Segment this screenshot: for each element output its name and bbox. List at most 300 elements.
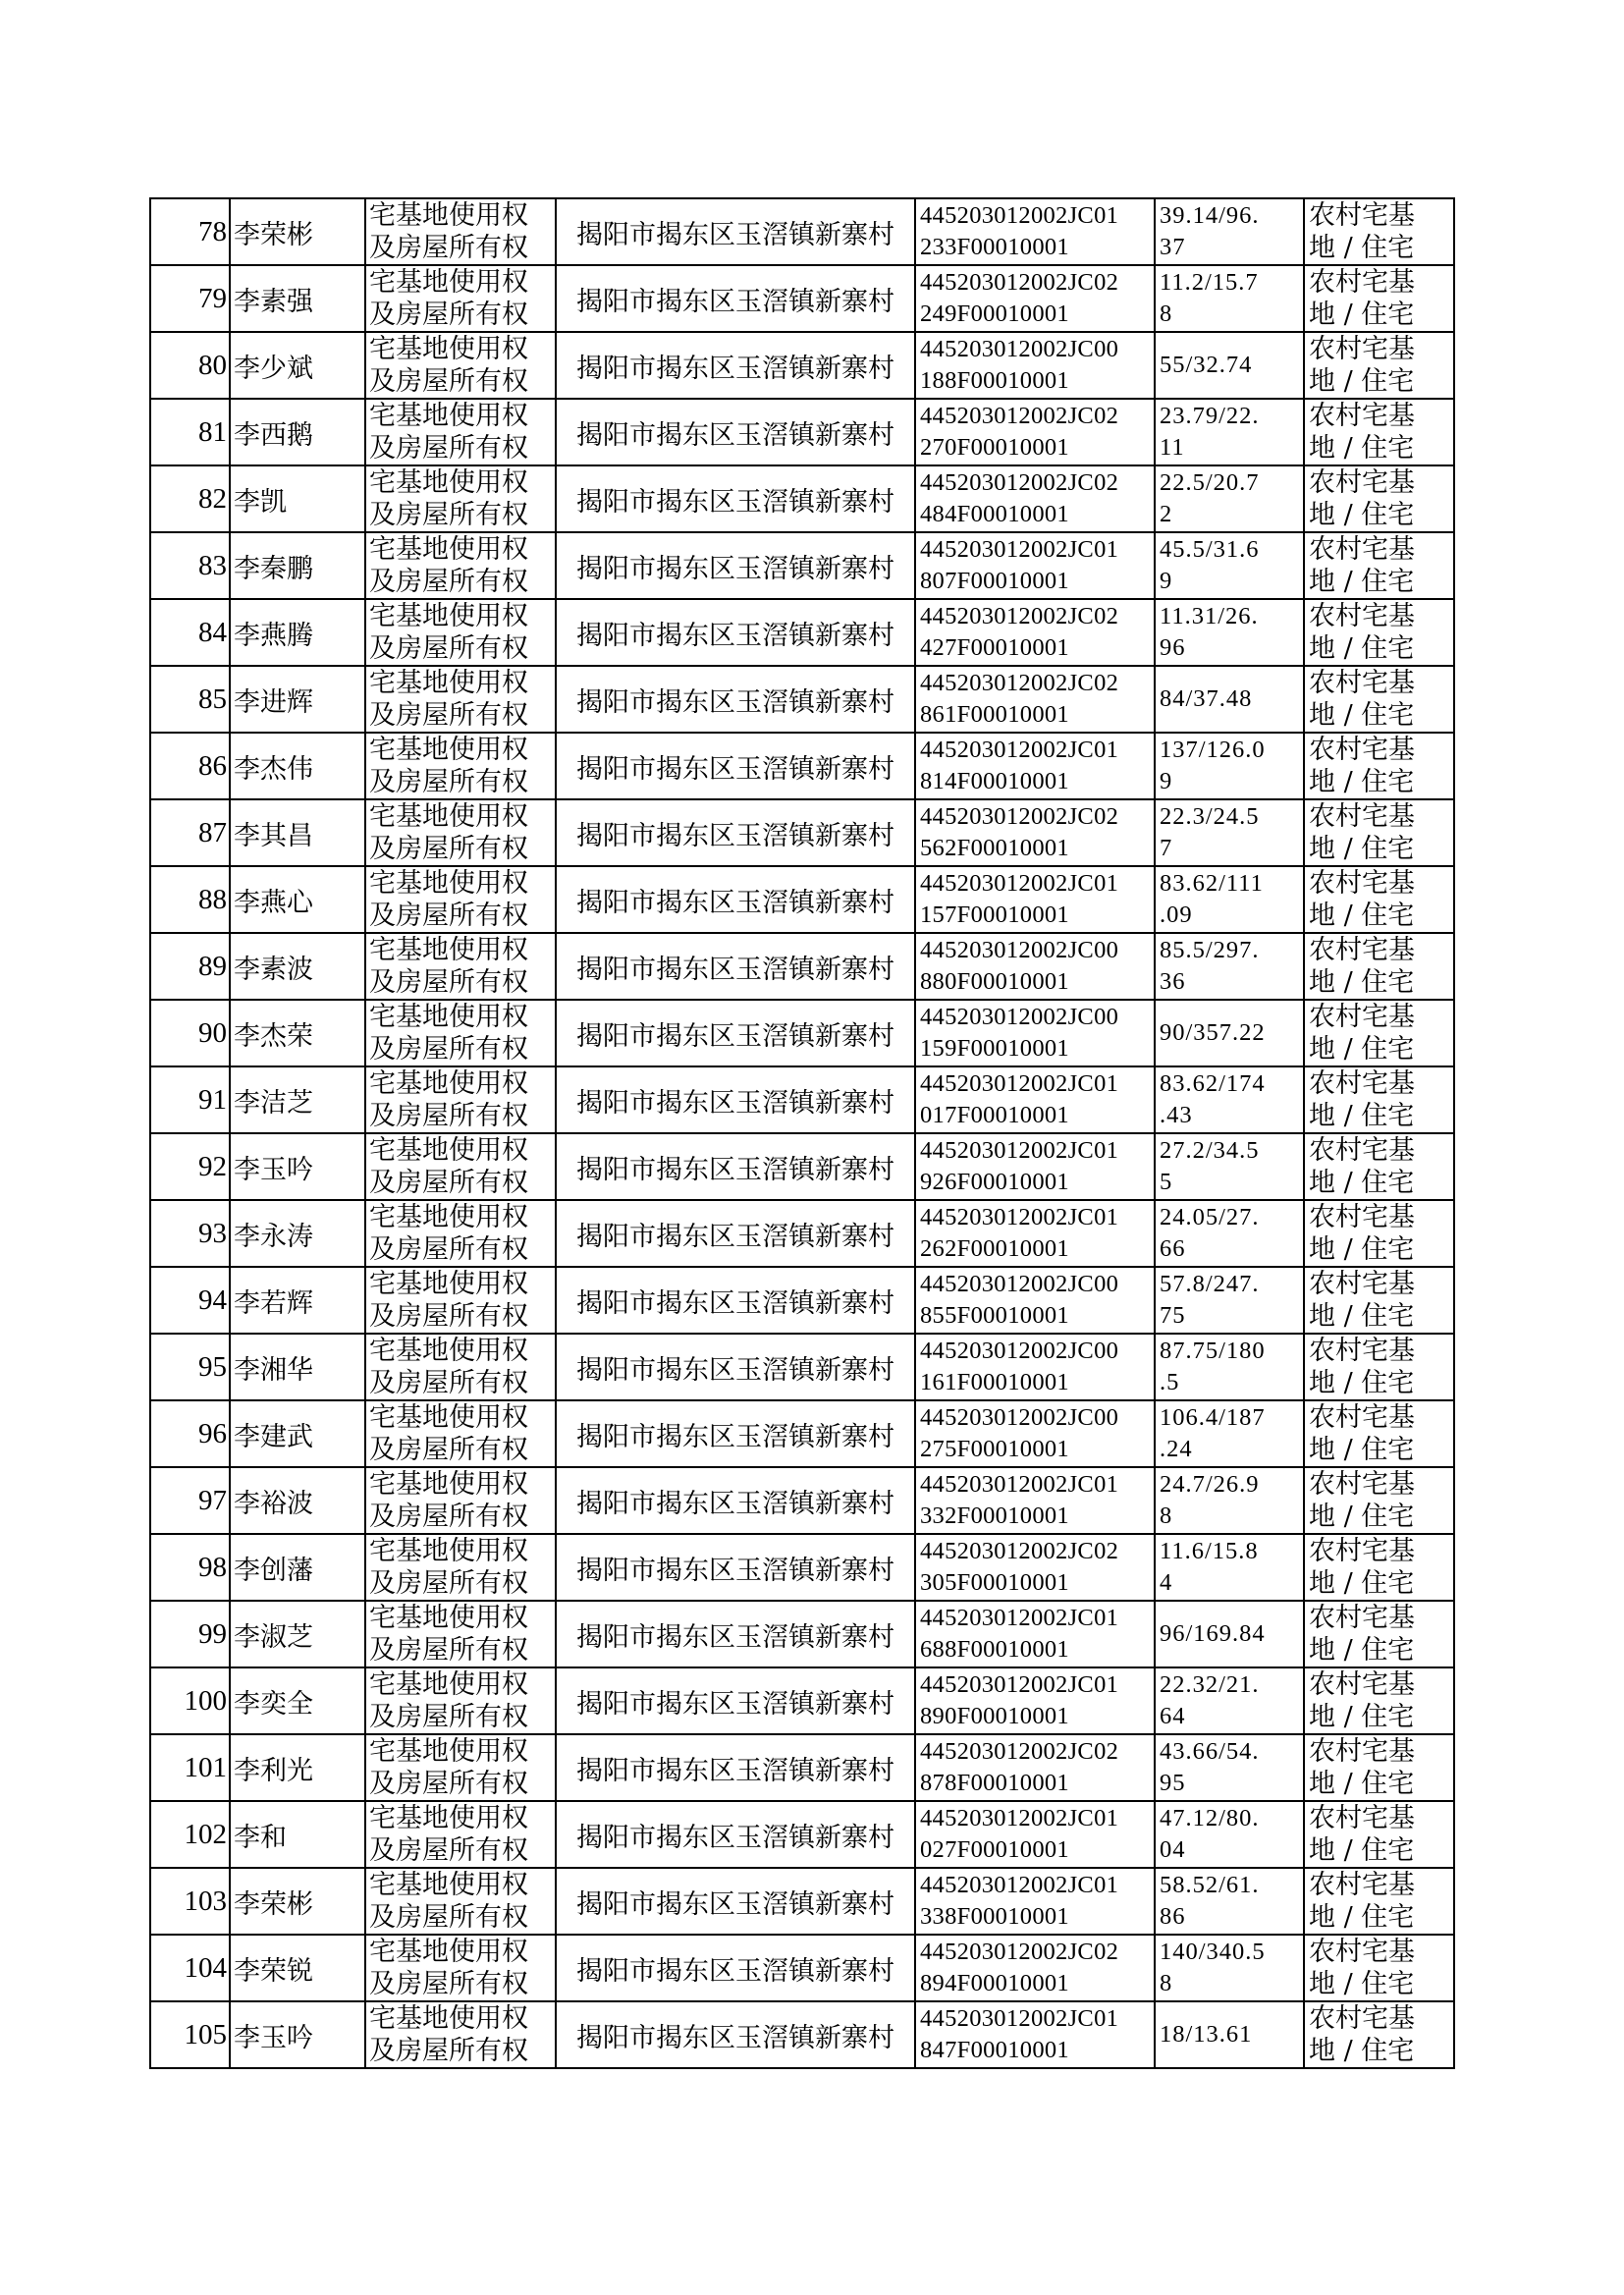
land-use-line: 地 / 住宅 — [1309, 1835, 1415, 1866]
area-value — [1155, 599, 1304, 666]
owner-name-line: 李永涛 — [234, 1221, 313, 1252]
area-value — [1155, 1400, 1304, 1467]
right-type-line: 及房屋所有权 — [369, 767, 528, 797]
right-type-line: 宅基地使用权 — [369, 1736, 528, 1767]
parcel-code-line: 445203012002JC01 — [920, 2005, 1119, 2032]
land-use — [1304, 1267, 1454, 1334]
owner-name-line: 李玉吟 — [234, 1154, 313, 1185]
property-location — [556, 332, 915, 399]
right-type-line: 宅基地使用权 — [369, 1469, 528, 1500]
right-type-line: 及房屋所有权 — [369, 366, 528, 397]
owner-name-line: 李少斌 — [234, 353, 313, 384]
owner-name-line: 李玉吟 — [234, 2022, 313, 2053]
land-use — [1304, 933, 1454, 1000]
right-type-line: 及房屋所有权 — [369, 967, 528, 998]
table-row — [150, 1935, 1454, 2001]
land-use — [1304, 1868, 1454, 1935]
right-type-line: 宅基地使用权 — [369, 334, 528, 364]
land-use-line: 农村宅基 — [1309, 1937, 1415, 1967]
land-use-line: 农村宅基 — [1309, 1135, 1415, 1166]
owner-name-line: 李奕全 — [234, 1688, 313, 1720]
parcel-code-line: 159F00010001 — [920, 1035, 1069, 1062]
property-location-line: 揭阳市揭东区玉滘镇新寨村 — [576, 1621, 894, 1653]
property-location-line: 揭阳市揭东区玉滘镇新寨村 — [576, 1555, 894, 1586]
property-location — [556, 1935, 915, 2001]
area-value — [1155, 666, 1304, 733]
row-number-line: 84 — [198, 616, 227, 648]
right-type — [365, 1801, 556, 1868]
row-number-line: 99 — [198, 1617, 227, 1650]
owner-name-line: 李裕波 — [234, 1488, 313, 1519]
area-value — [1155, 1935, 1304, 2001]
parcel-code — [915, 1534, 1155, 1601]
area-value-line: 57.8/247. — [1160, 1271, 1260, 1297]
row-number — [150, 532, 230, 599]
right-type-line: 及房屋所有权 — [369, 901, 528, 931]
table-row — [150, 1601, 1454, 1667]
land-use-line: 农村宅基 — [1309, 668, 1415, 698]
land-use-line: 地 / 住宅 — [1309, 1368, 1415, 1398]
row-number — [150, 1467, 230, 1534]
property-location — [556, 1066, 915, 1133]
area-value-line: 04 — [1160, 1836, 1186, 1863]
right-type-line: 及房屋所有权 — [369, 1101, 528, 1131]
area-value-line: .09 — [1160, 902, 1193, 928]
parcel-code — [915, 1601, 1155, 1667]
land-use-line: 农村宅基 — [1309, 2003, 1415, 2034]
parcel-code — [915, 1935, 1155, 2001]
table-row — [150, 1868, 1454, 1935]
right-type-line: 宅基地使用权 — [369, 1536, 528, 1566]
land-use-line: 农村宅基 — [1309, 1068, 1415, 1099]
land-use — [1304, 1000, 1454, 1066]
row-number-line: 80 — [198, 349, 227, 381]
right-type-line: 及房屋所有权 — [369, 834, 528, 864]
land-use-line: 农村宅基 — [1309, 1402, 1415, 1433]
land-use-line: 农村宅基 — [1309, 200, 1415, 231]
owner-name — [230, 1000, 365, 1066]
land-use — [1304, 1734, 1454, 1801]
property-location-line: 揭阳市揭东区玉滘镇新寨村 — [576, 1354, 894, 1386]
row-number — [150, 2001, 230, 2068]
land-use — [1304, 532, 1454, 599]
area-value-line: 2 — [1160, 501, 1173, 527]
land-use — [1304, 1601, 1454, 1667]
property-location — [556, 1534, 915, 1601]
area-value-line: 36 — [1160, 968, 1186, 995]
property-location-line: 揭阳市揭东区玉滘镇新寨村 — [576, 553, 894, 584]
land-use-line: 地 / 住宅 — [1309, 366, 1415, 397]
owner-name — [230, 799, 365, 866]
parcel-code-line: 332F00010001 — [920, 1503, 1069, 1529]
parcel-code — [915, 532, 1155, 599]
parcel-code-line: 445203012002JC01 — [920, 737, 1119, 763]
right-type-line: 及房屋所有权 — [369, 233, 528, 263]
owner-name — [230, 1801, 365, 1868]
owner-name — [230, 666, 365, 733]
owner-name-line: 李燕腾 — [234, 620, 313, 651]
area-value-line: 96/169.84 — [1160, 1620, 1266, 1647]
property-location-line: 揭阳市揭东区玉滘镇新寨村 — [576, 1688, 894, 1720]
property-location-line: 揭阳市揭东区玉滘镇新寨村 — [576, 286, 894, 317]
land-use-line: 地 / 住宅 — [1309, 233, 1415, 263]
right-type-line: 及房屋所有权 — [369, 433, 528, 464]
area-value — [1155, 265, 1304, 332]
land-use-line: 农村宅基 — [1309, 801, 1415, 832]
parcel-code-line: 445203012002JC01 — [920, 1605, 1119, 1631]
row-number-line: 105 — [184, 2018, 227, 2050]
row-number — [150, 1667, 230, 1734]
land-use-line: 地 / 住宅 — [1309, 1234, 1415, 1265]
area-value — [1155, 799, 1304, 866]
land-use-line: 地 / 住宅 — [1309, 1034, 1415, 1065]
owner-name-line: 李凯 — [234, 486, 287, 518]
parcel-code-line: 445203012002JC01 — [920, 1137, 1119, 1164]
land-use-line: 农村宅基 — [1309, 1002, 1415, 1032]
area-value — [1155, 933, 1304, 1000]
land-use-line: 地 / 住宅 — [1309, 1101, 1415, 1131]
row-number — [150, 265, 230, 332]
area-value — [1155, 532, 1304, 599]
right-type-line: 及房屋所有权 — [369, 1034, 528, 1065]
property-location — [556, 1734, 915, 1801]
row-number — [150, 799, 230, 866]
land-use — [1304, 1935, 1454, 2001]
table-row — [150, 332, 1454, 399]
area-value — [1155, 465, 1304, 532]
row-number — [150, 866, 230, 933]
right-type-line: 及房屋所有权 — [369, 1301, 528, 1332]
right-type-line: 宅基地使用权 — [369, 467, 528, 498]
property-location-line: 揭阳市揭东区玉滘镇新寨村 — [576, 1955, 894, 1987]
right-type — [365, 198, 556, 265]
row-number-line: 104 — [184, 1951, 227, 1984]
parcel-code-line: 445203012002JC00 — [920, 1404, 1119, 1431]
area-value-line: 9 — [1160, 568, 1173, 594]
land-use — [1304, 465, 1454, 532]
land-use-line: 地 / 住宅 — [1309, 633, 1415, 664]
area-value-line: 66 — [1160, 1235, 1186, 1262]
owner-name-line: 李荣彬 — [234, 1888, 313, 1920]
parcel-code-line: 445203012002JC02 — [920, 403, 1119, 429]
row-number — [150, 332, 230, 399]
land-use — [1304, 1534, 1454, 1601]
table-row — [150, 1534, 1454, 1601]
area-value-line: 95 — [1160, 1770, 1186, 1796]
parcel-code-line: 445203012002JC02 — [920, 1538, 1119, 1564]
table-row — [150, 1267, 1454, 1334]
area-value-line: 106.4/187 — [1160, 1404, 1266, 1431]
parcel-code — [915, 265, 1155, 332]
parcel-code-line: 017F00010001 — [920, 1102, 1069, 1128]
area-value-line: 83.62/174 — [1160, 1070, 1266, 1097]
land-use-line: 农村宅基 — [1309, 334, 1415, 364]
land-use-line: 农村宅基 — [1309, 267, 1415, 298]
land-use-line: 地 / 住宅 — [1309, 1502, 1415, 1532]
land-use-line: 地 / 住宅 — [1309, 1969, 1415, 1999]
right-type-line: 及房屋所有权 — [369, 300, 528, 330]
table-row — [150, 265, 1454, 332]
parcel-code-line: 445203012002JC02 — [920, 469, 1119, 496]
parcel-code-line: 890F00010001 — [920, 1703, 1069, 1729]
owner-name-line: 李荣锐 — [234, 1955, 313, 1987]
right-type-line: 宅基地使用权 — [369, 1068, 528, 1099]
owner-name-line: 李利光 — [234, 1755, 313, 1786]
property-location-line: 揭阳市揭东区玉滘镇新寨村 — [576, 1020, 894, 1052]
table-row — [150, 1467, 1454, 1534]
land-use-line: 地 / 住宅 — [1309, 2036, 1415, 2066]
property-location — [556, 1000, 915, 1066]
parcel-code-line: 445203012002JC02 — [920, 1738, 1119, 1765]
right-type-line: 宅基地使用权 — [369, 801, 528, 832]
owner-name-line: 李和 — [234, 1822, 287, 1853]
property-location-line: 揭阳市揭东区玉滘镇新寨村 — [576, 753, 894, 785]
right-type-line: 及房屋所有权 — [369, 1769, 528, 1799]
land-use-line: 农村宅基 — [1309, 1803, 1415, 1833]
owner-name — [230, 866, 365, 933]
area-value — [1155, 1868, 1304, 1935]
area-value-line: 39.14/96. — [1160, 202, 1260, 229]
owner-name — [230, 1133, 365, 1200]
row-number — [150, 1267, 230, 1334]
area-value-line: 11.6/15.8 — [1160, 1538, 1259, 1564]
land-use — [1304, 733, 1454, 799]
land-use-line: 农村宅基 — [1309, 1269, 1415, 1299]
right-type — [365, 599, 556, 666]
row-number-line: 94 — [198, 1284, 227, 1316]
land-use-line: 农村宅基 — [1309, 735, 1415, 765]
parcel-code-line: 847F00010001 — [920, 2037, 1069, 2063]
table-row — [150, 532, 1454, 599]
parcel-code-line: 445203012002JC01 — [920, 1070, 1119, 1097]
table-row — [150, 2001, 1454, 2068]
owner-name — [230, 1467, 365, 1534]
row-number — [150, 1801, 230, 1868]
area-value — [1155, 866, 1304, 933]
parcel-code-line: 445203012002JC01 — [920, 1471, 1119, 1498]
land-use — [1304, 599, 1454, 666]
owner-name-line: 李西鹅 — [234, 419, 313, 451]
row-number — [150, 733, 230, 799]
owner-name — [230, 1400, 365, 1467]
land-use-line: 地 / 住宅 — [1309, 901, 1415, 931]
parcel-code-line: 270F00010001 — [920, 434, 1069, 461]
parcel-code-line: 861F00010001 — [920, 701, 1069, 728]
land-use — [1304, 1467, 1454, 1534]
area-value-line: 9 — [1160, 768, 1173, 794]
area-value-line: 87.75/180 — [1160, 1338, 1266, 1364]
property-location — [556, 198, 915, 265]
table-row — [150, 1000, 1454, 1066]
parcel-code-line: 562F00010001 — [920, 835, 1069, 861]
right-type — [365, 465, 556, 532]
property-location-line: 揭阳市揭东区玉滘镇新寨村 — [576, 219, 894, 250]
row-number-line: 87 — [198, 816, 227, 848]
area-value-line: 75 — [1160, 1302, 1186, 1329]
owner-name — [230, 1534, 365, 1601]
right-type — [365, 866, 556, 933]
parcel-code — [915, 198, 1155, 265]
parcel-code-line: 427F00010001 — [920, 634, 1069, 661]
parcel-code — [915, 1467, 1155, 1534]
land-use-line: 地 / 住宅 — [1309, 1635, 1415, 1666]
property-location-line: 揭阳市揭东区玉滘镇新寨村 — [576, 1421, 894, 1452]
parcel-code — [915, 1667, 1155, 1734]
area-value — [1155, 332, 1304, 399]
area-value-line: 84/37.48 — [1160, 685, 1253, 712]
area-value-line: 8 — [1160, 1503, 1173, 1529]
parcel-code-line: 445203012002JC02 — [920, 803, 1119, 830]
right-type — [365, 1734, 556, 1801]
parcel-code — [915, 1000, 1155, 1066]
parcel-code — [915, 332, 1155, 399]
right-type — [365, 733, 556, 799]
parcel-code-line: 305F00010001 — [920, 1569, 1069, 1596]
land-use — [1304, 1334, 1454, 1400]
right-type-line: 及房屋所有权 — [369, 1702, 528, 1732]
parcel-code — [915, 933, 1155, 1000]
land-use-line: 地 / 住宅 — [1309, 1769, 1415, 1799]
table-row — [150, 1801, 1454, 1868]
land-use-line: 农村宅基 — [1309, 1469, 1415, 1500]
right-type-line: 宅基地使用权 — [369, 1135, 528, 1166]
owner-name — [230, 1066, 365, 1133]
right-type-line: 及房屋所有权 — [369, 1969, 528, 1999]
area-value-line: 11.31/26. — [1160, 603, 1259, 629]
parcel-code-line: 249F00010001 — [920, 301, 1069, 327]
area-value — [1155, 399, 1304, 465]
parcel-code-line: 445203012002JC00 — [920, 336, 1119, 362]
right-type-line: 宅基地使用权 — [369, 935, 528, 965]
owner-name-line: 李秦鹏 — [234, 553, 313, 584]
row-number-line: 103 — [184, 1885, 227, 1917]
row-number — [150, 1868, 230, 1935]
land-use-line: 地 / 住宅 — [1309, 967, 1415, 998]
right-type-line: 及房屋所有权 — [369, 633, 528, 664]
property-location-line: 揭阳市揭东区玉滘镇新寨村 — [576, 419, 894, 451]
property-location-line: 揭阳市揭东区玉滘镇新寨村 — [576, 353, 894, 384]
right-type — [365, 1935, 556, 2001]
area-value-line: 24.7/26.9 — [1160, 1471, 1260, 1498]
row-number — [150, 465, 230, 532]
land-use — [1304, 1667, 1454, 1734]
right-type-line: 宅基地使用权 — [369, 1002, 528, 1032]
right-type — [365, 1000, 556, 1066]
owner-name — [230, 399, 365, 465]
row-number — [150, 933, 230, 1000]
property-location — [556, 666, 915, 733]
property-location — [556, 1601, 915, 1667]
parcel-code — [915, 799, 1155, 866]
parcel-code — [915, 666, 1155, 733]
property-location — [556, 465, 915, 532]
area-value-line: 85.5/297. — [1160, 937, 1260, 963]
right-type-line: 及房屋所有权 — [369, 1435, 528, 1465]
right-type-line: 宅基地使用权 — [369, 1803, 528, 1833]
area-value-line: 27.2/34.5 — [1160, 1137, 1260, 1164]
owner-name-line: 李素波 — [234, 954, 313, 985]
right-type — [365, 1667, 556, 1734]
property-location — [556, 1267, 915, 1334]
property-location — [556, 599, 915, 666]
property-location-line: 揭阳市揭东区玉滘镇新寨村 — [576, 2022, 894, 2053]
parcel-code-line: 445203012002JC01 — [920, 1805, 1119, 1831]
area-value — [1155, 1467, 1304, 1534]
property-location-line: 揭阳市揭东区玉滘镇新寨村 — [576, 954, 894, 985]
right-type-line: 宅基地使用权 — [369, 1937, 528, 1967]
right-type-line: 及房屋所有权 — [369, 2036, 528, 2066]
right-type — [365, 399, 556, 465]
land-use — [1304, 1400, 1454, 1467]
owner-name-line: 李淑芝 — [234, 1621, 313, 1653]
parcel-code-line: 445203012002JC00 — [920, 937, 1119, 963]
land-use-line: 农村宅基 — [1309, 467, 1415, 498]
property-location-line: 揭阳市揭东区玉滘镇新寨村 — [576, 887, 894, 918]
table-row — [150, 799, 1454, 866]
table-row — [150, 1334, 1454, 1400]
owner-name-line: 李创藩 — [234, 1555, 313, 1586]
area-value-line: 58.52/61. — [1160, 1872, 1260, 1898]
area-value-line: 43.66/54. — [1160, 1738, 1260, 1765]
row-number-line: 91 — [198, 1083, 227, 1116]
right-type — [365, 1200, 556, 1267]
area-value-line: 47.12/80. — [1160, 1805, 1260, 1831]
land-use-line: 农村宅基 — [1309, 1870, 1415, 1900]
right-type-line: 宅基地使用权 — [369, 1870, 528, 1900]
property-location — [556, 2001, 915, 2068]
right-type — [365, 265, 556, 332]
area-value-line: 8 — [1160, 301, 1173, 327]
owner-name — [230, 599, 365, 666]
right-type-line: 宅基地使用权 — [369, 2003, 528, 2034]
area-value — [1155, 1534, 1304, 1601]
parcel-code-line: 855F00010001 — [920, 1302, 1069, 1329]
property-location-line: 揭阳市揭东区玉滘镇新寨村 — [576, 1087, 894, 1119]
right-type — [365, 1534, 556, 1601]
parcel-code-line: 445203012002JC00 — [920, 1338, 1119, 1364]
owner-name — [230, 1334, 365, 1400]
parcel-code-line: 445203012002JC02 — [920, 269, 1119, 296]
right-type-line: 宅基地使用权 — [369, 1269, 528, 1299]
right-type — [365, 1868, 556, 1935]
land-use — [1304, 1133, 1454, 1200]
right-type-line: 及房屋所有权 — [369, 1168, 528, 1198]
right-type-line: 宅基地使用权 — [369, 1603, 528, 1633]
right-type — [365, 1334, 556, 1400]
right-type-line: 及房屋所有权 — [369, 1902, 528, 1933]
area-value — [1155, 1601, 1304, 1667]
right-type-line: 宅基地使用权 — [369, 868, 528, 899]
area-value-line: 55/32.74 — [1160, 352, 1253, 378]
property-location-line: 揭阳市揭东区玉滘镇新寨村 — [576, 1287, 894, 1319]
area-value-line: 4 — [1160, 1569, 1173, 1596]
parcel-code — [915, 1734, 1155, 1801]
table-row — [150, 666, 1454, 733]
row-number-line: 88 — [198, 883, 227, 915]
row-number-line: 98 — [198, 1551, 227, 1583]
parcel-code-line: 445203012002JC00 — [920, 1271, 1119, 1297]
property-location-line: 揭阳市揭东区玉滘镇新寨村 — [576, 1221, 894, 1252]
area-value — [1155, 733, 1304, 799]
land-use-line: 地 / 住宅 — [1309, 1435, 1415, 1465]
parcel-code-line: 233F00010001 — [920, 234, 1069, 260]
owner-name — [230, 733, 365, 799]
owner-name-line: 李素强 — [234, 286, 313, 317]
land-use — [1304, 1200, 1454, 1267]
right-type-line: 及房屋所有权 — [369, 1234, 528, 1265]
row-number-line: 78 — [198, 215, 227, 247]
area-value-line: 83.62/111 — [1160, 870, 1264, 897]
